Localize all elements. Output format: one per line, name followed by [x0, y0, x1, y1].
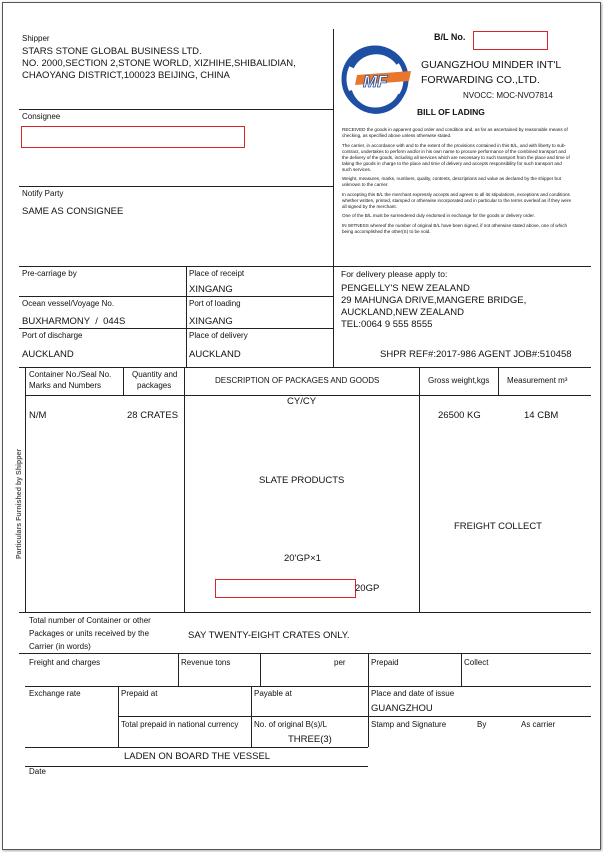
- divider: [25, 766, 368, 767]
- divider: [178, 653, 179, 686]
- terms-paragraph: IN WITNESS whereof the number of original B/L have been signed, if not otherwise stated above, one of which being accomplished the other(S) to be void.: [342, 222, 568, 234]
- quantity-header: Quantity and: [132, 370, 178, 379]
- total-label: Packages or units received by the: [29, 629, 150, 638]
- marks-header: Container No./Seal No.: [29, 370, 112, 379]
- port-of-discharge-label: Port of discharge: [22, 331, 83, 340]
- gross-weight-value: 26500 KG: [438, 410, 481, 421]
- total-in-words: SAY TWENTY-EIGHT CRATES ONLY.: [188, 630, 350, 641]
- place-of-delivery-label: Place of delivery: [189, 331, 248, 340]
- total-prepaid-label: Total prepaid in national currency: [121, 720, 239, 729]
- gross-weight-header: Gross weight,kgs: [428, 376, 490, 385]
- terms-paragraph: RECEIVED the goods in apparent good order and condition and, as far as ascertained by reasonable means of checking, as specified above unless otherwise stated.: [342, 127, 568, 139]
- laden-date-label: Date: [29, 767, 46, 776]
- shipper-line: CHAOYANG DISTRICT,100023 BEIJING, CHINA: [22, 70, 230, 81]
- nvocc-number: NVOCC: MOC-NVO7814: [463, 91, 553, 100]
- delivery-agent-line: 29 MAHUNGA DRIVE,MANGERE BRIDGE,: [341, 295, 527, 306]
- container-type: 20GP: [355, 583, 380, 594]
- divider: [19, 296, 333, 297]
- marks-value: N/M: [29, 410, 47, 421]
- bill-of-lading-page: [2, 2, 601, 850]
- divider: [461, 653, 462, 686]
- consignee-label: Consignee: [22, 112, 61, 121]
- description-header: DESCRIPTION OF PACKAGES AND GOODS: [215, 376, 380, 385]
- divider: [19, 328, 333, 329]
- divider: [25, 686, 591, 687]
- pre-carriage-label: Pre-carriage by: [22, 269, 77, 278]
- delivery-agent-label: For delivery please apply to:: [341, 269, 448, 279]
- divider: [260, 653, 261, 686]
- shipper-line: STARS STONE GLOBAL BUSINESS LTD.: [22, 46, 202, 57]
- per-label: per: [334, 658, 346, 667]
- port-of-loading-label: Port of loading: [189, 299, 241, 308]
- vessel-label: Ocean vessel/Voyage No.: [22, 299, 115, 308]
- divider: [25, 367, 26, 612]
- bl-no-label: B/L No.: [434, 32, 466, 42]
- logo-text: MF: [363, 72, 388, 91]
- stamp-signature-label: Stamp and Signature: [371, 720, 447, 729]
- divider: [19, 653, 591, 654]
- shipper-label: Shipper: [22, 34, 50, 43]
- company-logo: [339, 41, 419, 119]
- company-name: GUANGZHOU MINDER INT'L: [421, 59, 562, 71]
- divider: [19, 266, 591, 267]
- delivery-agent-line: TEL:0064 9 555 8555: [341, 319, 433, 330]
- doc-title: BILL OF LADING: [417, 107, 485, 117]
- notify-party-label: Notify Party: [22, 189, 64, 198]
- service-type: CY/CY: [287, 396, 317, 407]
- measurement-header: Measurement m³: [507, 376, 568, 385]
- issue-place-value: GUANGZHOU: [371, 703, 433, 714]
- container-count: 20'GP×1: [284, 553, 321, 564]
- divider: [333, 29, 334, 367]
- laden-on-board-label: LADEN ON BOARD THE VESSEL: [124, 751, 271, 762]
- notify-party-value: SAME AS CONSIGNEE: [22, 206, 124, 217]
- place-of-receipt-label: Place of receipt: [189, 269, 245, 278]
- divider: [19, 186, 333, 187]
- port-of-discharge-value: AUCKLAND: [22, 349, 74, 360]
- divider: [118, 716, 591, 717]
- bl-no-field[interactable]: [473, 31, 548, 50]
- freight-charges-label: Freight and charges: [29, 658, 101, 667]
- divider: [184, 367, 185, 612]
- place-of-receipt-value: XINGANG: [189, 284, 233, 295]
- freight-terms: FREIGHT COLLECT: [454, 521, 542, 532]
- delivery-agent-line: AUCKLAND,NEW ZEALAND: [341, 307, 464, 318]
- total-label: Carrier (in words): [29, 642, 91, 651]
- delivery-agent-line: PENGELLY'S NEW ZEALAND: [341, 283, 470, 294]
- exchange-rate-label: Exchange rate: [29, 689, 81, 698]
- quantity-header: packages: [137, 381, 172, 390]
- divider: [25, 747, 368, 748]
- goods-description: SLATE PRODUCTS: [259, 475, 345, 486]
- as-carrier-label: As carrier: [521, 720, 556, 729]
- prepaid-label: Prepaid: [371, 658, 399, 667]
- consignee-field[interactable]: [21, 126, 245, 148]
- terms-paragraph: In accepting this B/L the merchant expressly accepts and agrees to all its stipulations, exceptions and conditions whether written, printed, stamped or otherwise incorporated and in particular to the terms overleaf as if they were all signed by the merchant.: [342, 191, 572, 209]
- divider: [186, 266, 187, 367]
- place-date-issue-label: Place and date of issue: [371, 689, 455, 698]
- measurement-value: 14 CBM: [524, 410, 559, 421]
- terms-paragraph: Weight, measures, marks, numbers, quality, contents, descriptions and value as declared by the shipper but unknown to the carrier.: [342, 176, 561, 188]
- by-label: By: [477, 720, 487, 729]
- container-number-field[interactable]: [215, 579, 356, 598]
- revenue-tons-label: Revenue tons: [181, 658, 231, 667]
- terms-paragraph: The carrier, in accordance with and to the extent of the provisions contained in this B/L, and with liberty to sub-contract, undertakes to perform and/or in his own name to procure performance of the combined transport and the delivery of the goods, including all services which are necessary to such transport from the place and time of taking the goods in charge to the place and time of delivery and accepts responsibility for such transport and such services.: [342, 142, 570, 172]
- prepaid-at-label: Prepaid at: [121, 689, 158, 698]
- number-of-originals-value: THREE(3): [288, 734, 332, 745]
- divider: [123, 367, 124, 395]
- divider: [19, 612, 591, 613]
- divider: [498, 367, 499, 395]
- payable-at-label: Payable at: [254, 689, 292, 698]
- port-of-loading-value: XINGANG: [189, 316, 233, 327]
- divider: [19, 367, 591, 368]
- terms-paragraph: One of the B/L must be surrendered duly endorsed in exchange for the goods or delivery order.: [342, 213, 535, 219]
- collect-label: Collect: [464, 658, 489, 667]
- shipper-agent-reference: SHPR REF#:2017-986 AGENT JOB#:510458: [380, 349, 572, 360]
- divider: [368, 653, 369, 686]
- number-of-originals-label: No. of original B(s)/L: [254, 720, 327, 729]
- side-label: Particulars Furnished by Shipper: [16, 448, 23, 559]
- divider: [19, 109, 333, 110]
- globe-icon: [339, 41, 419, 119]
- divider: [419, 367, 420, 612]
- total-label: Total number of Container or other: [29, 616, 151, 625]
- place-of-delivery-value: AUCKLAND: [189, 349, 241, 360]
- vessel-value: BUXHARMONY / 044S: [22, 316, 126, 327]
- marks-header: Marks and Numbers: [29, 381, 102, 390]
- terms-block: [342, 127, 572, 238]
- shipper-line: NO. 2000,SECTION 2,STONE WORLD, XIZHIHE,SHIBALIDIAN,: [22, 58, 296, 69]
- quantity-value: 28 CRATES: [127, 410, 179, 421]
- company-name: FORWARDING CO.,LTD.: [421, 74, 540, 86]
